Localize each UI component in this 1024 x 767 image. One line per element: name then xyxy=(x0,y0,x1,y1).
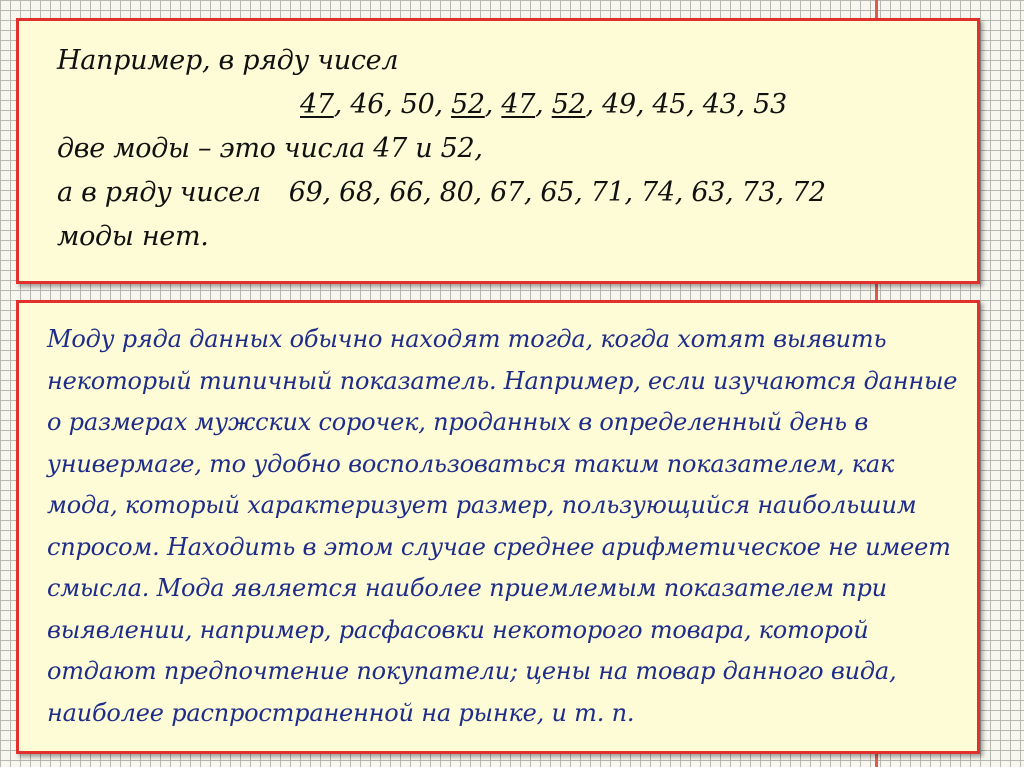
explanation-box xyxy=(16,300,980,754)
number-series-2: 69, 68, 66, 80, 67, 65, 71, 74, 63, 73, 72 xyxy=(288,177,826,208)
paragraph-line: выявлении, например, расфасовки некоторого товара, которой xyxy=(47,615,869,644)
no-mode-statement: моды нет. xyxy=(57,221,209,252)
series-1-number: 49 xyxy=(602,89,636,120)
paragraph-line: Моду ряда данных обычно находят тогда, когда хотят выявить xyxy=(47,325,887,353)
paragraph-line: универмаге, то удобно воспользоваться таким показателем, как xyxy=(47,449,895,478)
explanation-paragraph xyxy=(47,319,967,734)
series-1-number: 47 xyxy=(501,89,536,120)
series-1-number: 47 xyxy=(300,89,334,120)
paragraph-line: отдают предпочтение покупатели; цены на товар данного вида, xyxy=(47,657,897,685)
series-1-number: 46 xyxy=(350,89,385,120)
paragraph-line: мода, который характеризует размер, пользующийся наибольшим xyxy=(47,491,917,519)
series-1-number: 52 xyxy=(451,89,485,120)
series-1-number: 52 xyxy=(551,89,586,120)
paragraph-line: смысла. Мода является наиболее приемлемым показателем при xyxy=(47,574,887,602)
paragraph-line: наиболее распространенной на рынке, и т. п. xyxy=(47,698,635,727)
example-box xyxy=(16,18,980,284)
paragraph-line: о размерах мужских сорочек, проданных в определенный день в xyxy=(47,408,869,436)
example-intro: Например, в ряду чисел xyxy=(57,45,399,76)
series-1-number: 53 xyxy=(753,89,787,120)
second-series-label: а в ряду чисел xyxy=(57,177,261,208)
number-series-1: 47, 46, 50, 52, 47, 52, 49, 45, 43, 53 xyxy=(300,89,787,120)
example-text xyxy=(57,39,826,259)
series-1-number: 43 xyxy=(702,89,737,120)
series-1-number: 45 xyxy=(652,89,687,120)
paragraph-line: спросом. Находить в этом случае среднее арифметическое не имеет xyxy=(47,532,951,561)
two-modes-statement: две моды – это числа 47 и 52, xyxy=(57,133,483,164)
series-1-number: 50 xyxy=(400,89,435,120)
paragraph-line: некоторый типичный показатель. Например, если изучаются данные xyxy=(47,366,958,395)
second-series-line xyxy=(57,171,826,215)
